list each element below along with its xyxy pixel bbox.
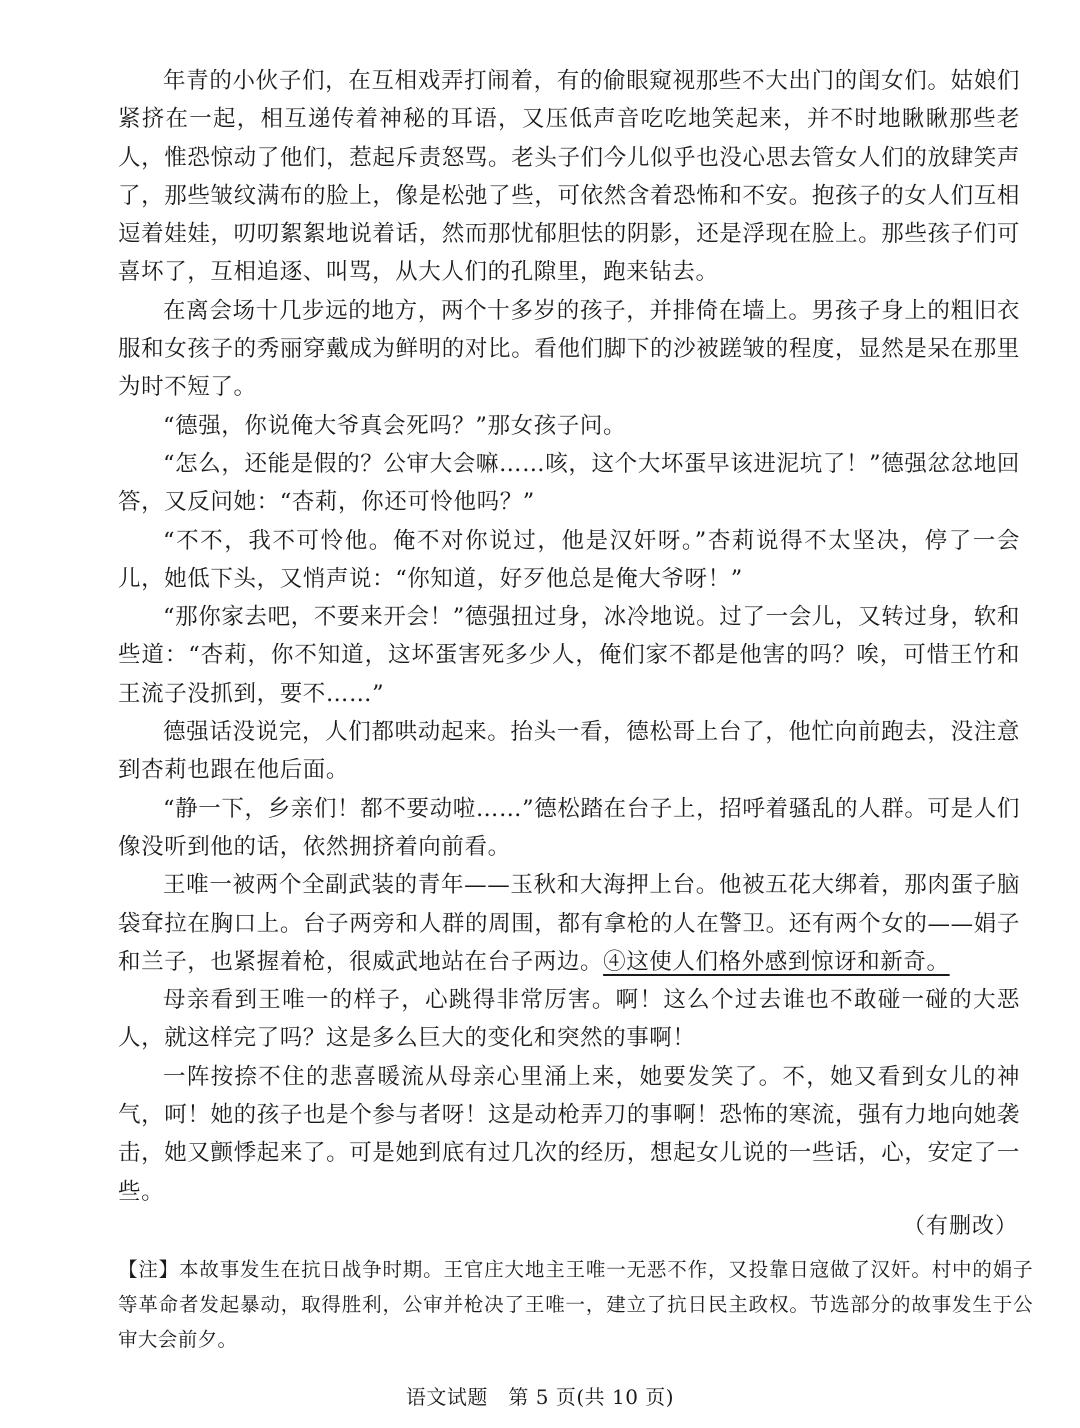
passage-body xyxy=(118,62,1020,1211)
paragraph-7: 德强话没说完，人们都哄动起来。抬头一看，德松哥上台了，他忙向前跑去，没注意到杏莉也跟在他后面。 xyxy=(118,719,1020,784)
paragraph-2: 在离会场十几步远的地方，两个十多岁的孩子，并排倚在墙上。男孩子身上的粗旧衣服和女孩子的秀丽穿戴成为鲜明的对比。看他们脚下的沙被蹉皱的程度，显然是呆在那里为时不短了。 xyxy=(118,297,1020,401)
annotation-note: 【注】本故事发生在抗日战争时期。王官庄大地主王唯一无恶不作，又投靠日寇做了汉奸。村中的娟子等革命者发起暴动，取得胜利，公审并枪决了王唯一，建立了抗日民主政权。节选部分的故事发生于公审大会前夕。 xyxy=(118,1258,1033,1351)
paragraph-5: “不不，我不可怜他。俺不对你说过，他是汉奸呀。”杏莉说得不太坚决，停了一会儿，她低下头，又悄声说：“你知道，好歹他总是俺大爷呀！” xyxy=(118,527,1020,592)
paragraph-8: “静一下，乡亲们！都不要动啦……”德松踏在台子上，招呼着骚乱的人群。可是人们像没听到他的话，依然拥挤着向前看。 xyxy=(118,795,1020,860)
paragraph-1: 年青的小伙子们，在互相戏弄打闹着，有的偷眼窥视那些不大出门的闺女们。姑娘们紧挤在一起，相互递传着神秘的耳语，又压低声音吃吃地笑起来，并不时地瞅瞅那些老人，惟恐惊动了他们，惹起斥责怒骂。老头子们今儿似乎也没心思去管女人们的放肆笑声了，那些皱纹满布的脸上，像是松弛了些，可依然含着恐怖和不安。抱孩子的女人们互相逗着娃娃，叨叨絮絮地说着话，然而那忧郁胆怯的阴影，还是浮现在脸上。那些孩子们可喜坏了，互相追逐、叫骂，从大人们的孔隙里，跑来钻去。 xyxy=(118,68,1020,286)
paragraph-11: 一阵按捺不住的悲喜暖流从母亲心里涌上来，她要发笑了。不，她又看到女儿的神气，呵！她的孩子也是个参与者呀！这是动枪弄刀的事啊！恐怖的寒流，强有力地向她袭击，她又颤悸起来了。可是她到底有过几次的经历，想起女儿说的一些话，心，安定了一些。 xyxy=(118,1063,1020,1205)
paragraph-10: 母亲看到王唯一的样子，心跳得非常厉害。啊！这么个过去谁也不敢碰一碰的大恶人，就这样完了吗？这是多么巨大的变化和突然的事啊！ xyxy=(118,987,1020,1052)
page-footer: 语文试题 第 5 页(共 10 页) xyxy=(405,1385,675,1409)
paragraph-9 xyxy=(118,866,1020,981)
paragraph-9-text: 王唯一被两个全副武装的青年——玉秋和大海押上台。他被五花大绑着，那肉蛋子脑袋耷拉在胸口上。台子两旁和人群的周围，都有拿枪的人在警卫。还有两个女的——娟子和兰子，也紧握着枪，很威武地站在台子两边。 xyxy=(118,872,1020,975)
paragraph-3: “德强，你说俺大爷真会死吗？”那女孩子问。 xyxy=(163,412,627,439)
paragraph-4: “怎么，还能是假的？公审大会嘛……咳，这个大坏蛋早该进泥坑了！”德强忿忿地回答，又反问她：“杏莉，你还可怜他吗？” xyxy=(118,450,1020,516)
underlined-sentence-4: ④这使人们格外感到惊讶和新奇。 xyxy=(603,948,950,975)
paragraph-6: “那你家去吧，不要来开会！”德强扭过身，冰冷地说。过了一会儿，又转过身，软和些道：“杏莉，你不知道，这坏蛋害死多少人，俺们家不都是他害的吗？唉，可惜王竹和王流子没抓到，要不……” xyxy=(118,604,1020,707)
source-note: （有删改） xyxy=(902,1214,1018,1239)
